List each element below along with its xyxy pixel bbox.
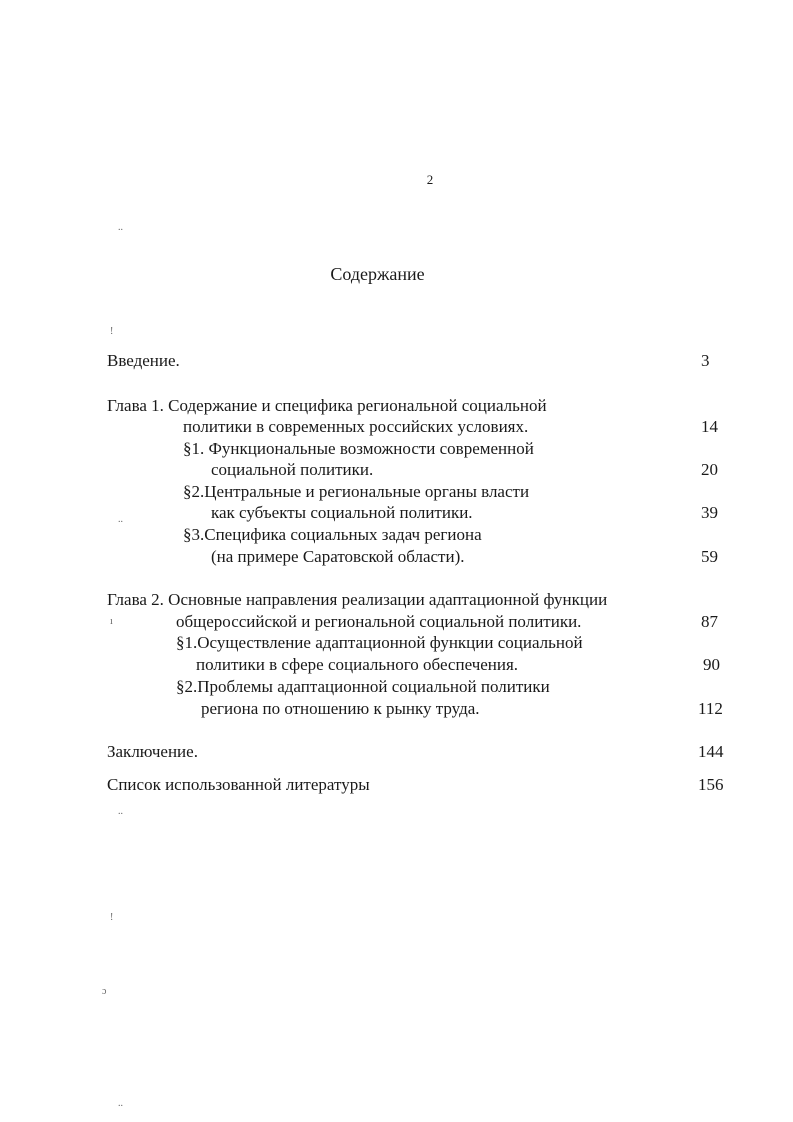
toc-intro-title: Введение.	[107, 351, 180, 370]
toc-ch1-s2-page: 39	[701, 503, 718, 522]
page-number: 2	[426, 172, 434, 187]
toc-ch2-s1-line1: §1.Осуществление адаптационной функции социальной	[176, 633, 583, 652]
toc-ch1-s3-line1: §3.Специфика социальных задач региона	[183, 525, 482, 544]
scan-speck: !	[110, 912, 114, 923]
toc-ch1-s1-line2: социальной политики.	[211, 460, 374, 479]
toc-references-title: Список использованной литературы	[107, 775, 370, 794]
toc-ch1-s3-line2: (на примере Саратовской области).	[211, 547, 465, 566]
toc-conclusion-page: 144	[698, 742, 724, 761]
toc-ch2-s2-page: 112	[698, 699, 723, 718]
toc-chapter1-title-line1: Глава 1. Содержание и специфика региональной социальной	[107, 396, 547, 415]
scan-speck: ..	[118, 514, 123, 525]
toc-chapter1-title-line2: политики в современных российских условиях.	[183, 417, 529, 436]
toc-chapter2-title-line1: Глава 2. Основные направления реализации адаптационной функции	[107, 590, 608, 609]
toc-chapter2-page: 87	[701, 612, 718, 631]
toc-ch2-s1-line2: политики в сфере социального обеспечения.	[196, 655, 519, 674]
toc-ch1-s3-page: 59	[701, 547, 718, 566]
toc-ch2-s2-line1: §2.Проблемы адаптационной социальной политики	[176, 677, 550, 696]
toc-ch1-s2-line1: §2.Центральные и региональные органы власти	[183, 482, 530, 501]
toc-ch2-s1-page: 90	[703, 655, 720, 674]
scan-speck: ..	[118, 222, 123, 233]
toc-ch2-s2-line2: региона по отношению к рынку труда.	[201, 699, 480, 718]
toc-intro-page: 3	[701, 351, 710, 370]
scan-speck: ..	[118, 1098, 123, 1109]
toc-references-page: 156	[698, 775, 724, 794]
toc-ch1-s1-page: 20	[701, 460, 718, 479]
toc-ch1-s2-line2: как субъекты социальной политики.	[211, 503, 473, 522]
scan-speck: ı	[110, 616, 113, 627]
scan-speck: ɔ	[102, 986, 107, 997]
scan-speck: ..	[118, 806, 123, 817]
toc-ch1-s1-line1: §1. Функциональные возможности современной	[183, 439, 534, 458]
page-title: Содержание	[330, 264, 425, 284]
scan-speck: !	[110, 326, 114, 337]
toc-chapter1-page: 14	[701, 417, 718, 436]
toc-chapter2-title-line2: общероссийской и региональной социальной политики.	[176, 612, 582, 631]
toc-conclusion-title: Заключение.	[107, 742, 198, 761]
